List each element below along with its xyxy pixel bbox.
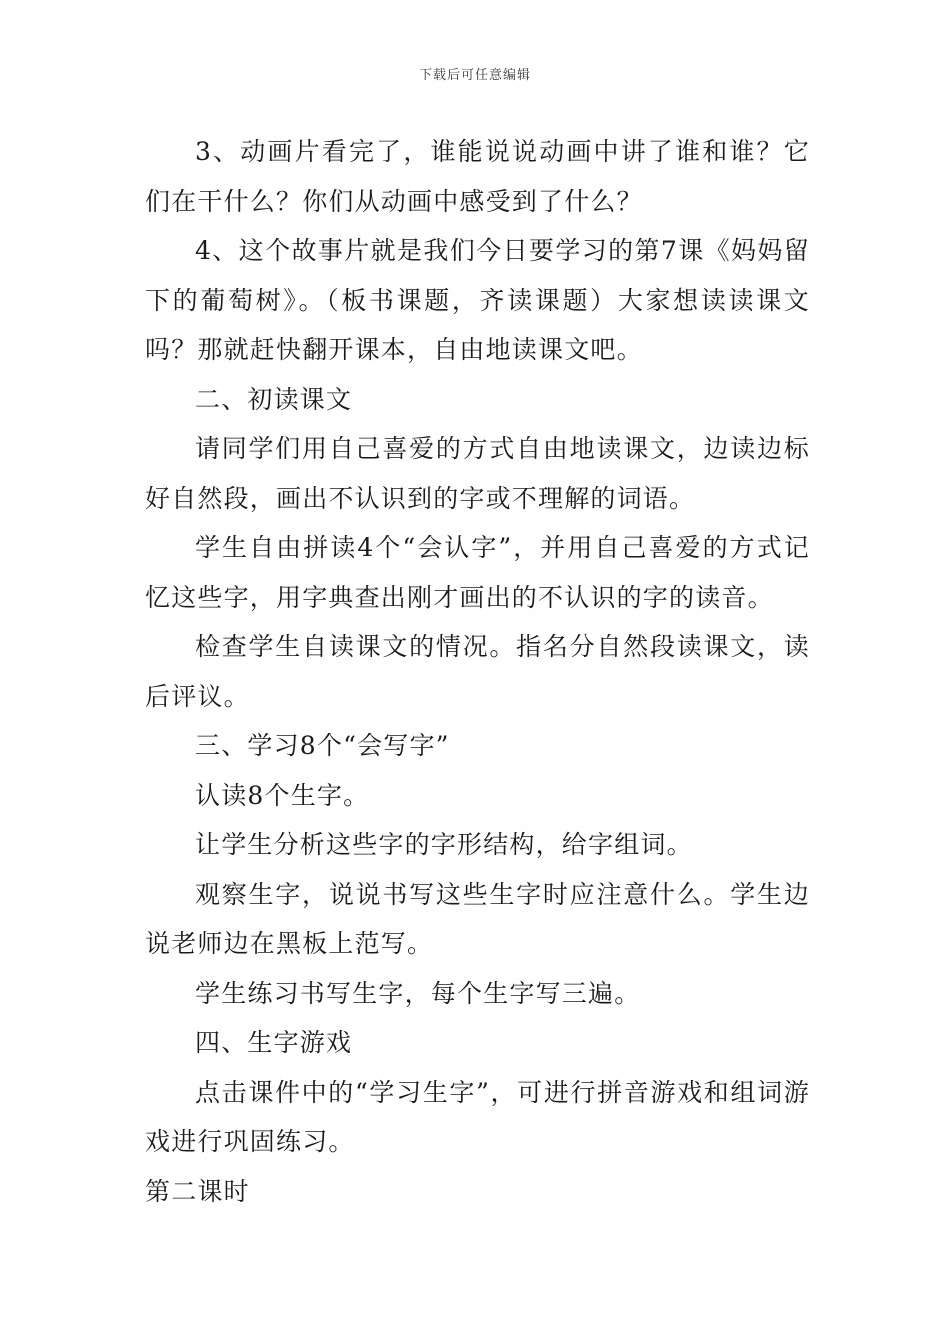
paragraph: 3、动画片看完了，谁能说说动画中讲了谁和谁？它们在干什么？你们从动画中感受到了什么？ [145,137,810,216]
document-body [145,127,810,1216]
section-heading: 二、初读课文 [195,384,353,414]
paragraph: 学生练习书写生字，每个生字写三遍。 [195,978,641,1008]
paragraph: 检查学生自读课文的情况。指名分自然段读课文，读后评议。 [145,632,810,711]
paragraph: 4、这个故事片就是我们今日要学习的第7课《妈妈留下的葡萄树》。（板书课题，齐读课题）大家想读读课文吗？那就赶快翻开课本，自由地读课文吧。 [145,236,810,364]
paragraph: 请同学们用自己喜爱的方式自由地读课文，边读边标好自然段，画出不认识到的字或不理解的词语。 [145,434,810,513]
section-heading: 四、生字游戏 [195,1028,353,1057]
paragraph: 让学生分析这些字的字形结构，给字组词。 [195,830,693,859]
paragraph: 认读8个生字。 [195,780,370,810]
paragraph: 学生自由拼读4个“会认字”，并用自己喜爱的方式记忆这些字，用字典查出刚才画出的不认识的字的读音。 [145,533,810,612]
paragraph: 点击课件中的“学习生字”，可进行拼音游戏和组词游戏进行巩固练习。 [145,1077,810,1156]
section-heading: 三、学习8个“会写字” [195,731,450,760]
paragraph: 观察生字，说说书写这些生字时应注意什么。学生边说老师边在黑板上范写。 [145,879,810,958]
header-note: 下载后可任意编辑 [418,68,531,83]
lesson-heading: 第二课时 [145,1176,250,1206]
